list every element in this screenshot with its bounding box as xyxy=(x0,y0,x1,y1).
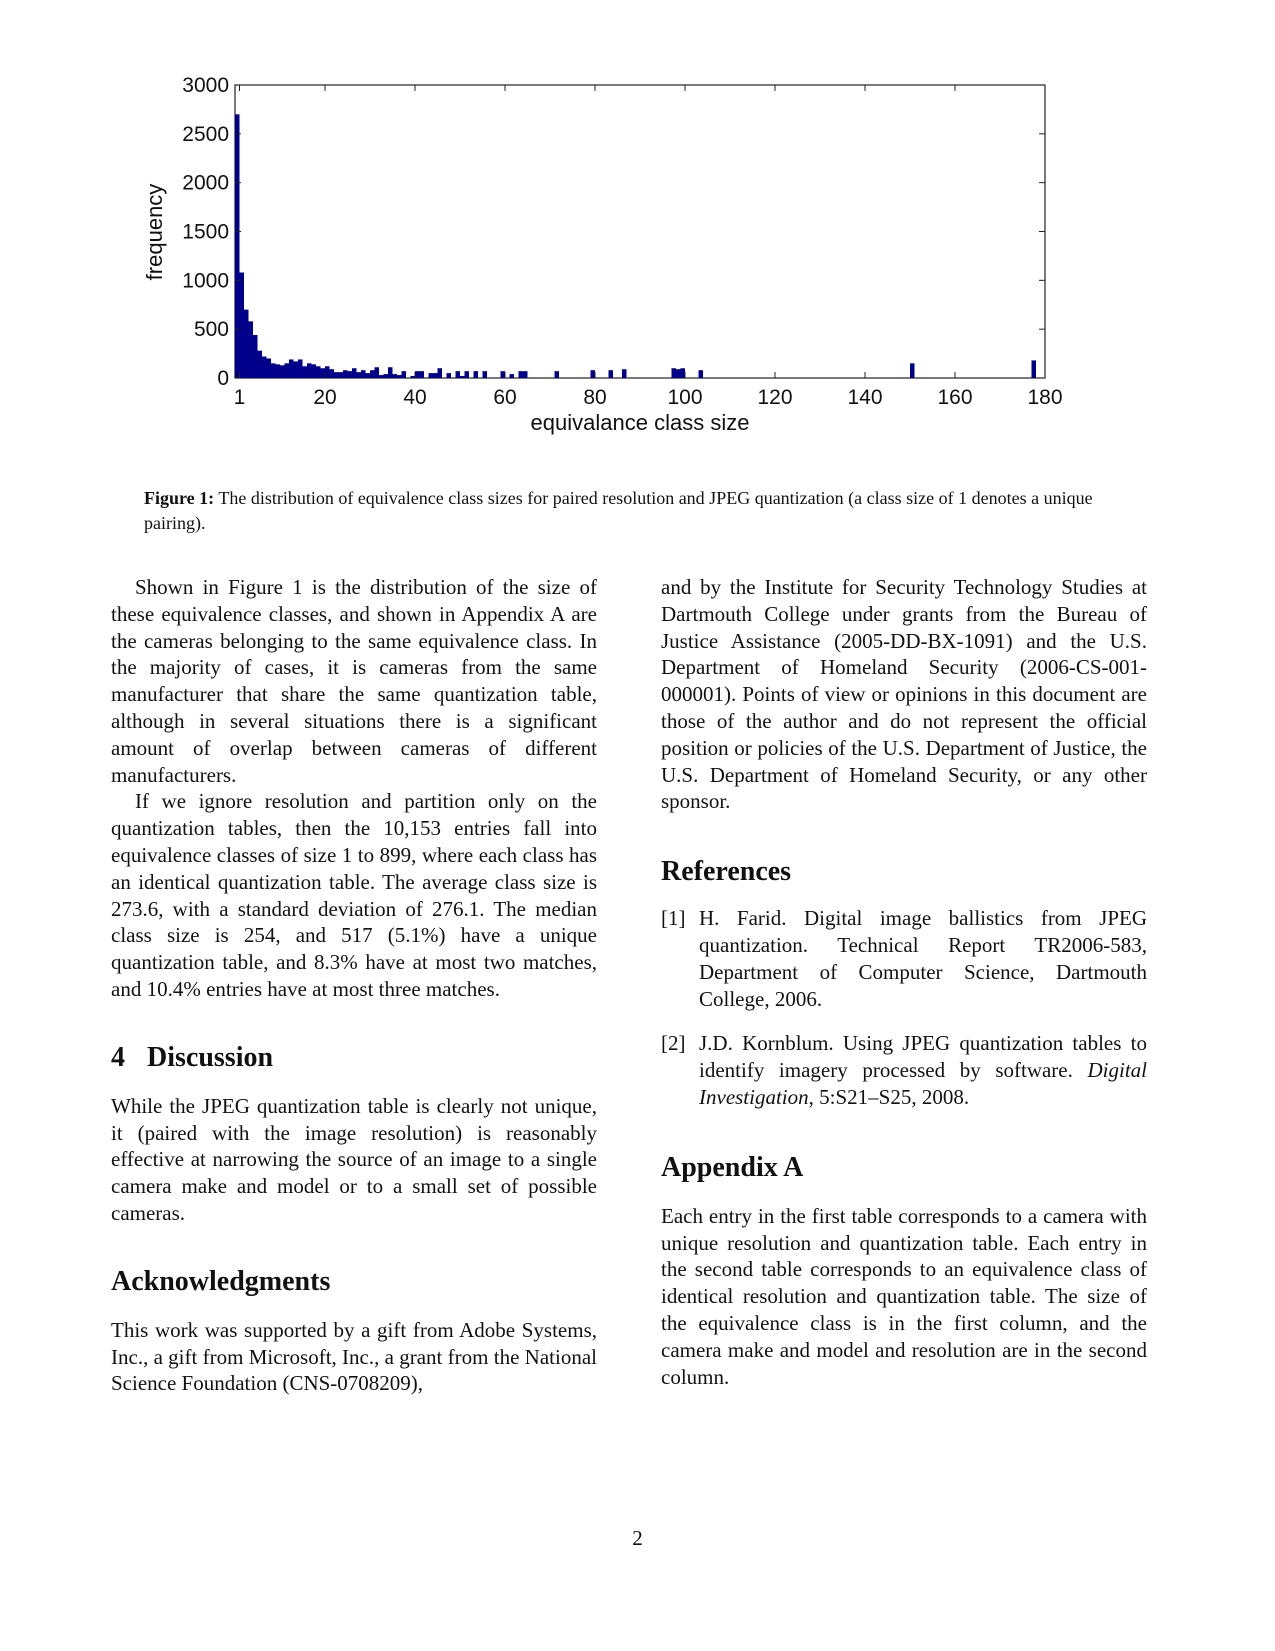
histogram-bar xyxy=(397,375,402,378)
histogram-bar xyxy=(465,371,470,378)
histogram-bar xyxy=(303,366,308,378)
histogram-bar xyxy=(253,335,258,378)
right-column xyxy=(661,574,1147,1390)
histogram-bar xyxy=(343,370,348,378)
histogram-bar xyxy=(415,371,420,378)
page-number: 2 xyxy=(632,1526,643,1550)
histogram-bar xyxy=(676,369,681,378)
histogram-bar xyxy=(433,373,438,378)
reference-text-start: J.D. Kornblum. Using JPEG quantization tables to identify imagery processed by software. xyxy=(699,1031,1147,1083)
section-heading-references: References xyxy=(661,856,792,888)
reference-item xyxy=(661,905,1147,1012)
y-tick-label: 1500 xyxy=(182,220,229,244)
histogram-bar xyxy=(429,373,434,378)
x-tick-label: 180 xyxy=(1027,386,1063,409)
reference-text xyxy=(699,1030,1147,1110)
histogram-bar xyxy=(379,375,384,378)
plot-frame xyxy=(235,85,1045,378)
histogram-bar xyxy=(456,371,461,378)
histogram-bar xyxy=(483,371,488,378)
y-tick-label: 500 xyxy=(193,318,229,342)
histogram-bar xyxy=(294,361,299,378)
histogram-bar xyxy=(244,310,249,378)
histogram-bar xyxy=(267,358,272,378)
histogram-bar xyxy=(357,372,362,378)
histogram-bar xyxy=(325,366,330,378)
histogram-bar xyxy=(375,367,380,378)
x-tick-label: 140 xyxy=(847,386,883,409)
x-tick-label: 120 xyxy=(757,386,793,409)
y-tick-label: 2500 xyxy=(182,122,229,146)
figure-caption xyxy=(144,486,1134,536)
histogram-bar xyxy=(258,351,263,378)
histogram-bar xyxy=(555,371,560,378)
y-tick-label: 1000 xyxy=(182,269,229,293)
histogram-bar xyxy=(352,368,357,378)
x-tick-label: 160 xyxy=(937,386,973,409)
histogram-bar xyxy=(681,368,686,378)
histogram-bar xyxy=(240,273,245,378)
left-column xyxy=(111,574,597,1397)
reference-text-end: , 5:S21–S25, 2008. xyxy=(808,1084,970,1109)
histogram-bar xyxy=(388,367,393,378)
histogram-bar xyxy=(420,371,425,378)
histogram-bar xyxy=(285,363,290,378)
histogram-bar xyxy=(438,368,443,378)
histogram-bar xyxy=(622,369,627,378)
histogram-chart xyxy=(130,60,1100,460)
histogram-bar xyxy=(519,371,524,378)
histogram-bar xyxy=(289,359,294,378)
histogram-bar xyxy=(339,372,344,378)
histogram-bar xyxy=(276,364,281,378)
histogram-bar xyxy=(321,368,326,378)
histogram-bar xyxy=(235,114,240,378)
histogram-bar xyxy=(501,371,506,378)
histogram-bar xyxy=(384,374,389,378)
x-tick-label: 1 xyxy=(233,386,246,409)
paragraph: This work was supported by a gift from Adobe Systems, Inc., a gift from Microsoft, Inc., a grant from the National Science Foundation (CNS-0708209), xyxy=(111,1317,597,1396)
reference-journal: Digital Investigation xyxy=(699,1058,1147,1109)
histogram-bar xyxy=(370,370,375,378)
reference-text: H. Farid. Digital image ballistics from JPEG quantization. Technical Report TR2006-583, Department of Computer Science, Dartmouth College, 2006. xyxy=(699,906,1147,1011)
paragraph: and by the Institute for Security Technology Studies at Dartmouth College under grants from the Bureau of Justice Assistance (2005-DD-BX-1091) and the U.S. Department of Homeland Security (2006-CS-001-000001). Points of view or opinions in this document are those of the author and do not represent the official position or policies of the U.S. Department of Justice, the U.S. Department of Homeland Security, or any other sponsor. xyxy=(661,575,1147,814)
histogram-bar xyxy=(591,370,596,378)
histogram-bar xyxy=(402,371,407,378)
figure-caption-text: The distribution of equivalence class sizes for paired resolution and JPEG quantization (a class size of 1 denotes a unique pairing). xyxy=(144,488,1093,533)
histogram-bar xyxy=(1032,360,1037,378)
x-tick-label: 20 xyxy=(313,386,337,409)
section-heading-appendix: Appendix A xyxy=(661,1151,804,1183)
histogram-bar xyxy=(411,376,416,378)
histogram-bar xyxy=(699,370,704,378)
paragraph: Shown in Figure 1 is the distribution of the size of these equivalence classes, and shown in Appendix A are the cameras belonging to the same equivalence class. In the majority of cases, it is cameras from the same manufacturer that share the same quantization table, although in several situations there is a significant amount of overlap between cameras of different manufacturers. xyxy=(111,575,597,787)
histogram-bar xyxy=(330,369,335,378)
x-axis-label: equivalance class size xyxy=(530,410,750,435)
histogram-bar xyxy=(447,373,452,378)
reference-number: [2] xyxy=(661,1031,686,1056)
y-tick-label: 3000 xyxy=(182,74,229,97)
reference-number: [1] xyxy=(661,906,686,931)
x-tick-label: 60 xyxy=(493,386,517,409)
histogram-bar xyxy=(307,363,312,378)
reference-item xyxy=(661,1030,1147,1110)
histogram-bar xyxy=(249,321,254,378)
histogram-bar xyxy=(262,357,267,378)
section-heading-discussion xyxy=(111,1041,597,1075)
histogram-bar xyxy=(474,371,479,378)
histogram-bar xyxy=(366,373,371,378)
y-tick-label: 2000 xyxy=(182,171,229,195)
x-tick-label: 80 xyxy=(583,386,607,409)
histogram-bar xyxy=(393,374,398,378)
paragraph: While the JPEG quantization table is clearly not unique, it (paired with the image resolution) is reasonably effective at narrowing the source of an image to a single camera make and model or to a small set of possible cameras. xyxy=(111,1093,597,1225)
histogram-bar xyxy=(334,372,339,378)
histogram-bar xyxy=(312,364,317,378)
histogram-bar xyxy=(910,363,915,378)
histogram-bar xyxy=(672,368,677,378)
x-tick-label: 100 xyxy=(667,386,703,409)
histogram-bar xyxy=(523,371,528,378)
paragraph: Each entry in the first table corresponds to a camera with unique resolution and quantization table. Each entry in the second table corresponds to an equivalence class of identical resolution and quantization table. The size of the equivalence class is in the first column, and the camera make and model and resolution are in the second column. xyxy=(661,1203,1147,1389)
section-number: 4 xyxy=(111,1041,125,1073)
y-tick-label: 0 xyxy=(217,367,229,390)
section-title: Discussion xyxy=(147,1041,274,1073)
histogram-bar xyxy=(316,366,321,378)
histogram-bar xyxy=(298,359,303,378)
section-heading-acknowledgments: Acknowledgments xyxy=(111,1265,331,1297)
histogram-bar xyxy=(348,371,353,378)
histogram-bar xyxy=(361,370,366,378)
histogram-bar xyxy=(460,376,465,378)
y-axis-label: frequency xyxy=(142,183,167,281)
histogram-bar xyxy=(510,374,515,378)
histogram-bar xyxy=(280,365,285,378)
x-tick-label: 40 xyxy=(403,386,427,409)
histogram-bar xyxy=(271,363,276,378)
figure-caption-label: Figure 1: xyxy=(144,488,215,508)
paragraph: If we ignore resolution and partition only on the quantization tables, then the 10,153 entries fall into equivalence classes of size 1 to 899, where each class has an identical quantization table. The average class size is 273.6, with a standard deviation of 276.1. The median class size is 254, and 517 (5.1%) have a unique quantization table, and 8.3% have at most two matches, and 10.4% entries have at most three matches. xyxy=(111,789,597,1001)
histogram-bar xyxy=(609,370,614,378)
